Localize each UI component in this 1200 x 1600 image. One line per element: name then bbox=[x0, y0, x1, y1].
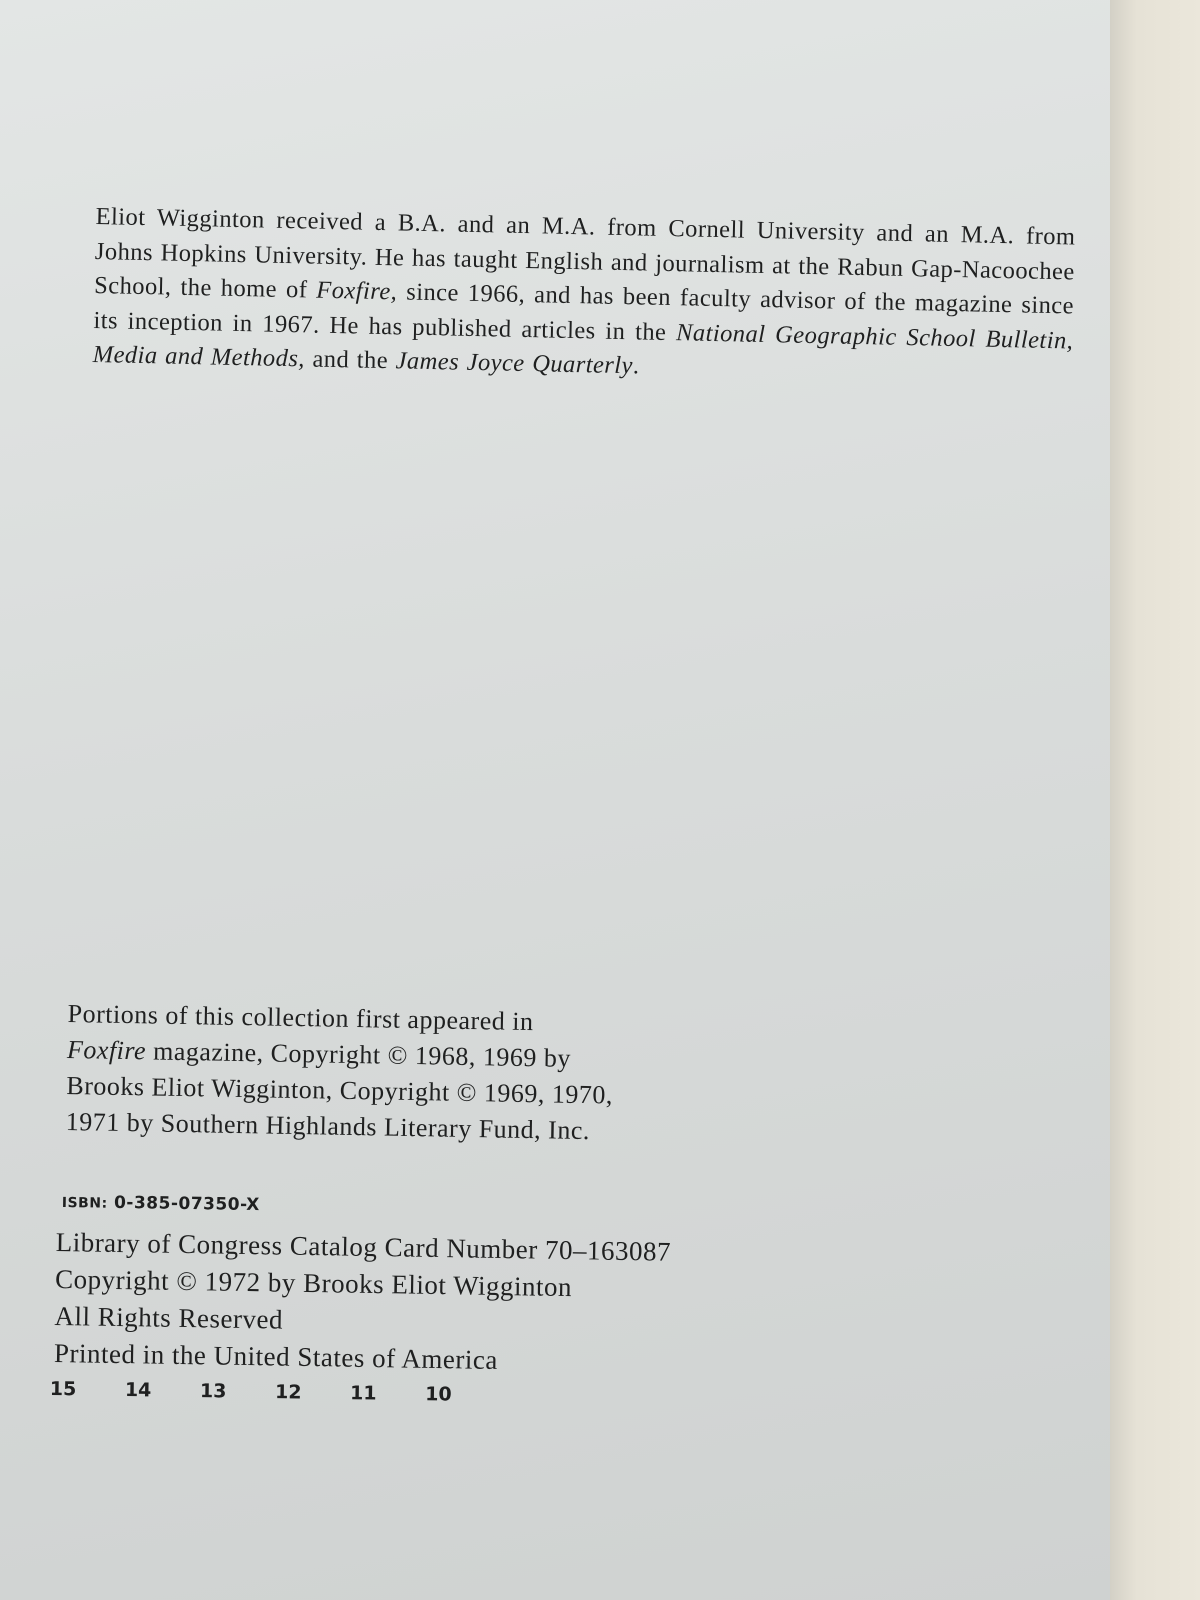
portions-line-2-text: magazine, Copyright © 1968, 1969 by bbox=[145, 1036, 572, 1073]
copyright-line: Copyright © 1972 by Brooks Eliot Wigginton bbox=[54, 1263, 573, 1303]
bio-text-1: Eliot Wigginton received a B.A. and an M.A. from Cornell University and an M.A. from Johns Hopkins University. He has taught English and journalism at the Rabun Gap-Nacoochee School, the home of bbox=[93, 202, 1076, 304]
bio-text-end: . bbox=[632, 352, 640, 380]
printing-number: 10 bbox=[425, 1383, 452, 1406]
bio-text-3: and the bbox=[304, 345, 396, 375]
bio-foxfire-title: Foxfire, bbox=[316, 276, 398, 306]
printing-number: 12 bbox=[274, 1381, 302, 1404]
catalog-card-number: Library of Congress Catalog Card Number 70–163087 bbox=[55, 1226, 672, 1267]
printing-number: 15 bbox=[49, 1378, 77, 1401]
portions-line-4: 1971 by Southern Highlands Literary Fund, Inc. bbox=[65, 1106, 591, 1146]
bio-publication-1: National Geographic School Bulletin, Media and Methods, bbox=[92, 318, 1074, 373]
imprint-block bbox=[54, 1224, 672, 1382]
printing-numbers bbox=[50, 1378, 494, 1406]
printing-number: 13 bbox=[199, 1380, 227, 1403]
author-bio bbox=[92, 200, 1075, 393]
printing-number: 14 bbox=[124, 1379, 152, 1402]
facing-page-edge bbox=[1110, 0, 1200, 1600]
portions-line-3: Brooks Eliot Wigginton, Copyright © 1969, 1970, bbox=[66, 1070, 614, 1110]
isbn-label: ISBN: bbox=[61, 1194, 108, 1212]
printing-number: 11 bbox=[349, 1382, 377, 1405]
isbn bbox=[62, 1192, 260, 1215]
portions-notice bbox=[65, 996, 614, 1150]
bio-publication-2: James Joyce Quarterly bbox=[395, 347, 634, 380]
bio-text-2: since 1966, and has been faculty advisor of the magazine since its inception in 1967. He has published articles in the bbox=[93, 278, 1075, 346]
author-bio-paragraph bbox=[92, 200, 1075, 393]
rights-reserved: All Rights Reserved bbox=[54, 1300, 284, 1335]
portions-foxfire-title: Foxfire bbox=[66, 1034, 147, 1066]
isbn-value: 0-385-07350-X bbox=[113, 1192, 261, 1216]
printed-in: Printed in the United States of America bbox=[53, 1337, 499, 1375]
portions-line-1: Portions of this collection first appeared in bbox=[67, 998, 534, 1037]
